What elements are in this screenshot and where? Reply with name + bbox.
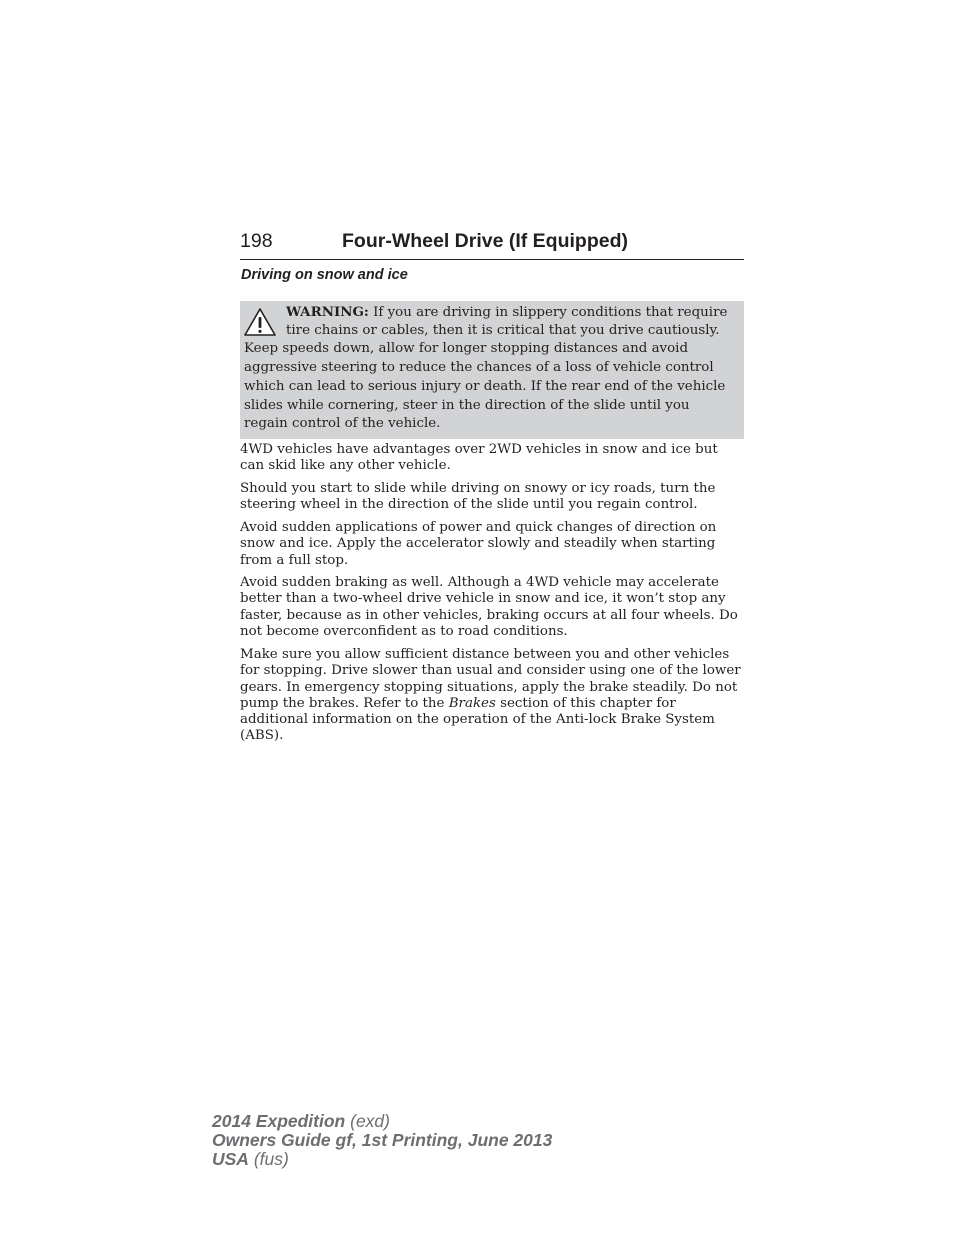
paragraph-line: Should you start to slide while driving on snowy or icy roads, turn the bbox=[240, 481, 716, 496]
warning-line: regain control of the vehicle. bbox=[244, 416, 441, 432]
paragraph-slide-steering bbox=[240, 481, 715, 514]
paragraph-line: can skid like any other vehicle. bbox=[240, 458, 451, 474]
paragraph-line: Avoid sudden braking as well. Although a 4WD vehicle may accelerate bbox=[240, 575, 719, 590]
footer-model-code: (exd) bbox=[350, 1111, 390, 1131]
paragraph-line: 4WD vehicles have advantages over 2WD vehicles in snow and ice but bbox=[240, 442, 718, 457]
paragraph-line: not become overconfident as to road conditions. bbox=[240, 623, 568, 639]
chapter-title: Four-Wheel Drive (If Equipped) bbox=[342, 230, 628, 252]
paragraph-line: Avoid sudden applications of power and quick changes of direction on bbox=[240, 520, 717, 535]
footer-model: 2014 Expedition bbox=[212, 1111, 346, 1131]
footer-guide: Owners Guide gf, 1st Printing, June 2013 bbox=[212, 1130, 553, 1150]
warning-line: which can lead to serious injury or death. If the rear end of the vehicle bbox=[244, 378, 726, 394]
page-header bbox=[240, 228, 744, 260]
paragraph-4wd-advantages bbox=[240, 442, 718, 475]
footer-guide-line bbox=[212, 1131, 552, 1150]
page-number: 198 bbox=[240, 230, 273, 252]
warning-line: aggressive steering to reduce the chances of a loss of vehicle control bbox=[244, 360, 714, 376]
page-footer bbox=[212, 1112, 552, 1169]
paragraph-line: for stopping. Drive slower than usual and consider using one of the lower bbox=[240, 663, 741, 679]
paragraph-line: snow and ice. Apply the accelerator slowly and steadily when starting bbox=[240, 536, 716, 552]
footer-market: USA bbox=[212, 1149, 249, 1169]
paragraph-sudden-braking bbox=[240, 575, 738, 640]
paragraph-line: additional information on the operation of the Anti-lock Brake System bbox=[240, 712, 715, 728]
footer-model-line bbox=[212, 1112, 552, 1131]
warning-box bbox=[240, 301, 744, 439]
paragraph-line: gears. In emergency stopping situations, apply the brake steadily. Do not bbox=[240, 679, 738, 695]
paragraph-line: faster, because as in other vehicles, braking occurs at all four wheels. Do bbox=[240, 607, 738, 623]
paragraph-line: Make sure you allow sufficient distance between you and other vehicles bbox=[240, 647, 730, 662]
paragraph-line: from a full stop. bbox=[240, 552, 349, 568]
paragraph-text: section of this chapter for bbox=[495, 695, 676, 711]
brakes-section-reference: Brakes bbox=[448, 695, 496, 711]
paragraph-stopping-distance bbox=[240, 647, 741, 745]
paragraph-line bbox=[240, 696, 741, 712]
paragraph-line: better than a two-wheel drive vehicle in snow and ice, it won’t stop any bbox=[240, 591, 726, 607]
warning-line: tire chains or cables, then it is critical that you drive cautiously. bbox=[286, 322, 720, 338]
footer-market-code: (fus) bbox=[253, 1149, 289, 1169]
paragraph-sudden-power bbox=[240, 520, 716, 569]
warning-line bbox=[286, 303, 727, 323]
warning-label: WARNING: bbox=[286, 304, 369, 320]
warning-triangle-icon bbox=[243, 307, 277, 337]
section-heading: Driving on snow and ice bbox=[241, 267, 408, 283]
warning-text: If you are driving in slippery conditions that require bbox=[373, 305, 728, 320]
paragraph-line: steering wheel in the direction of the slide until you regain control. bbox=[240, 497, 698, 513]
warning-line: Keep speeds down, allow for longer stopping distances and avoid bbox=[244, 341, 689, 357]
warning-line: slides while cornering, steer in the direction of the slide until you bbox=[244, 397, 690, 413]
paragraph-line: (ABS). bbox=[240, 728, 284, 744]
footer-market-line bbox=[212, 1150, 552, 1169]
paragraph-text: pump the brakes. Refer to the bbox=[240, 695, 449, 711]
